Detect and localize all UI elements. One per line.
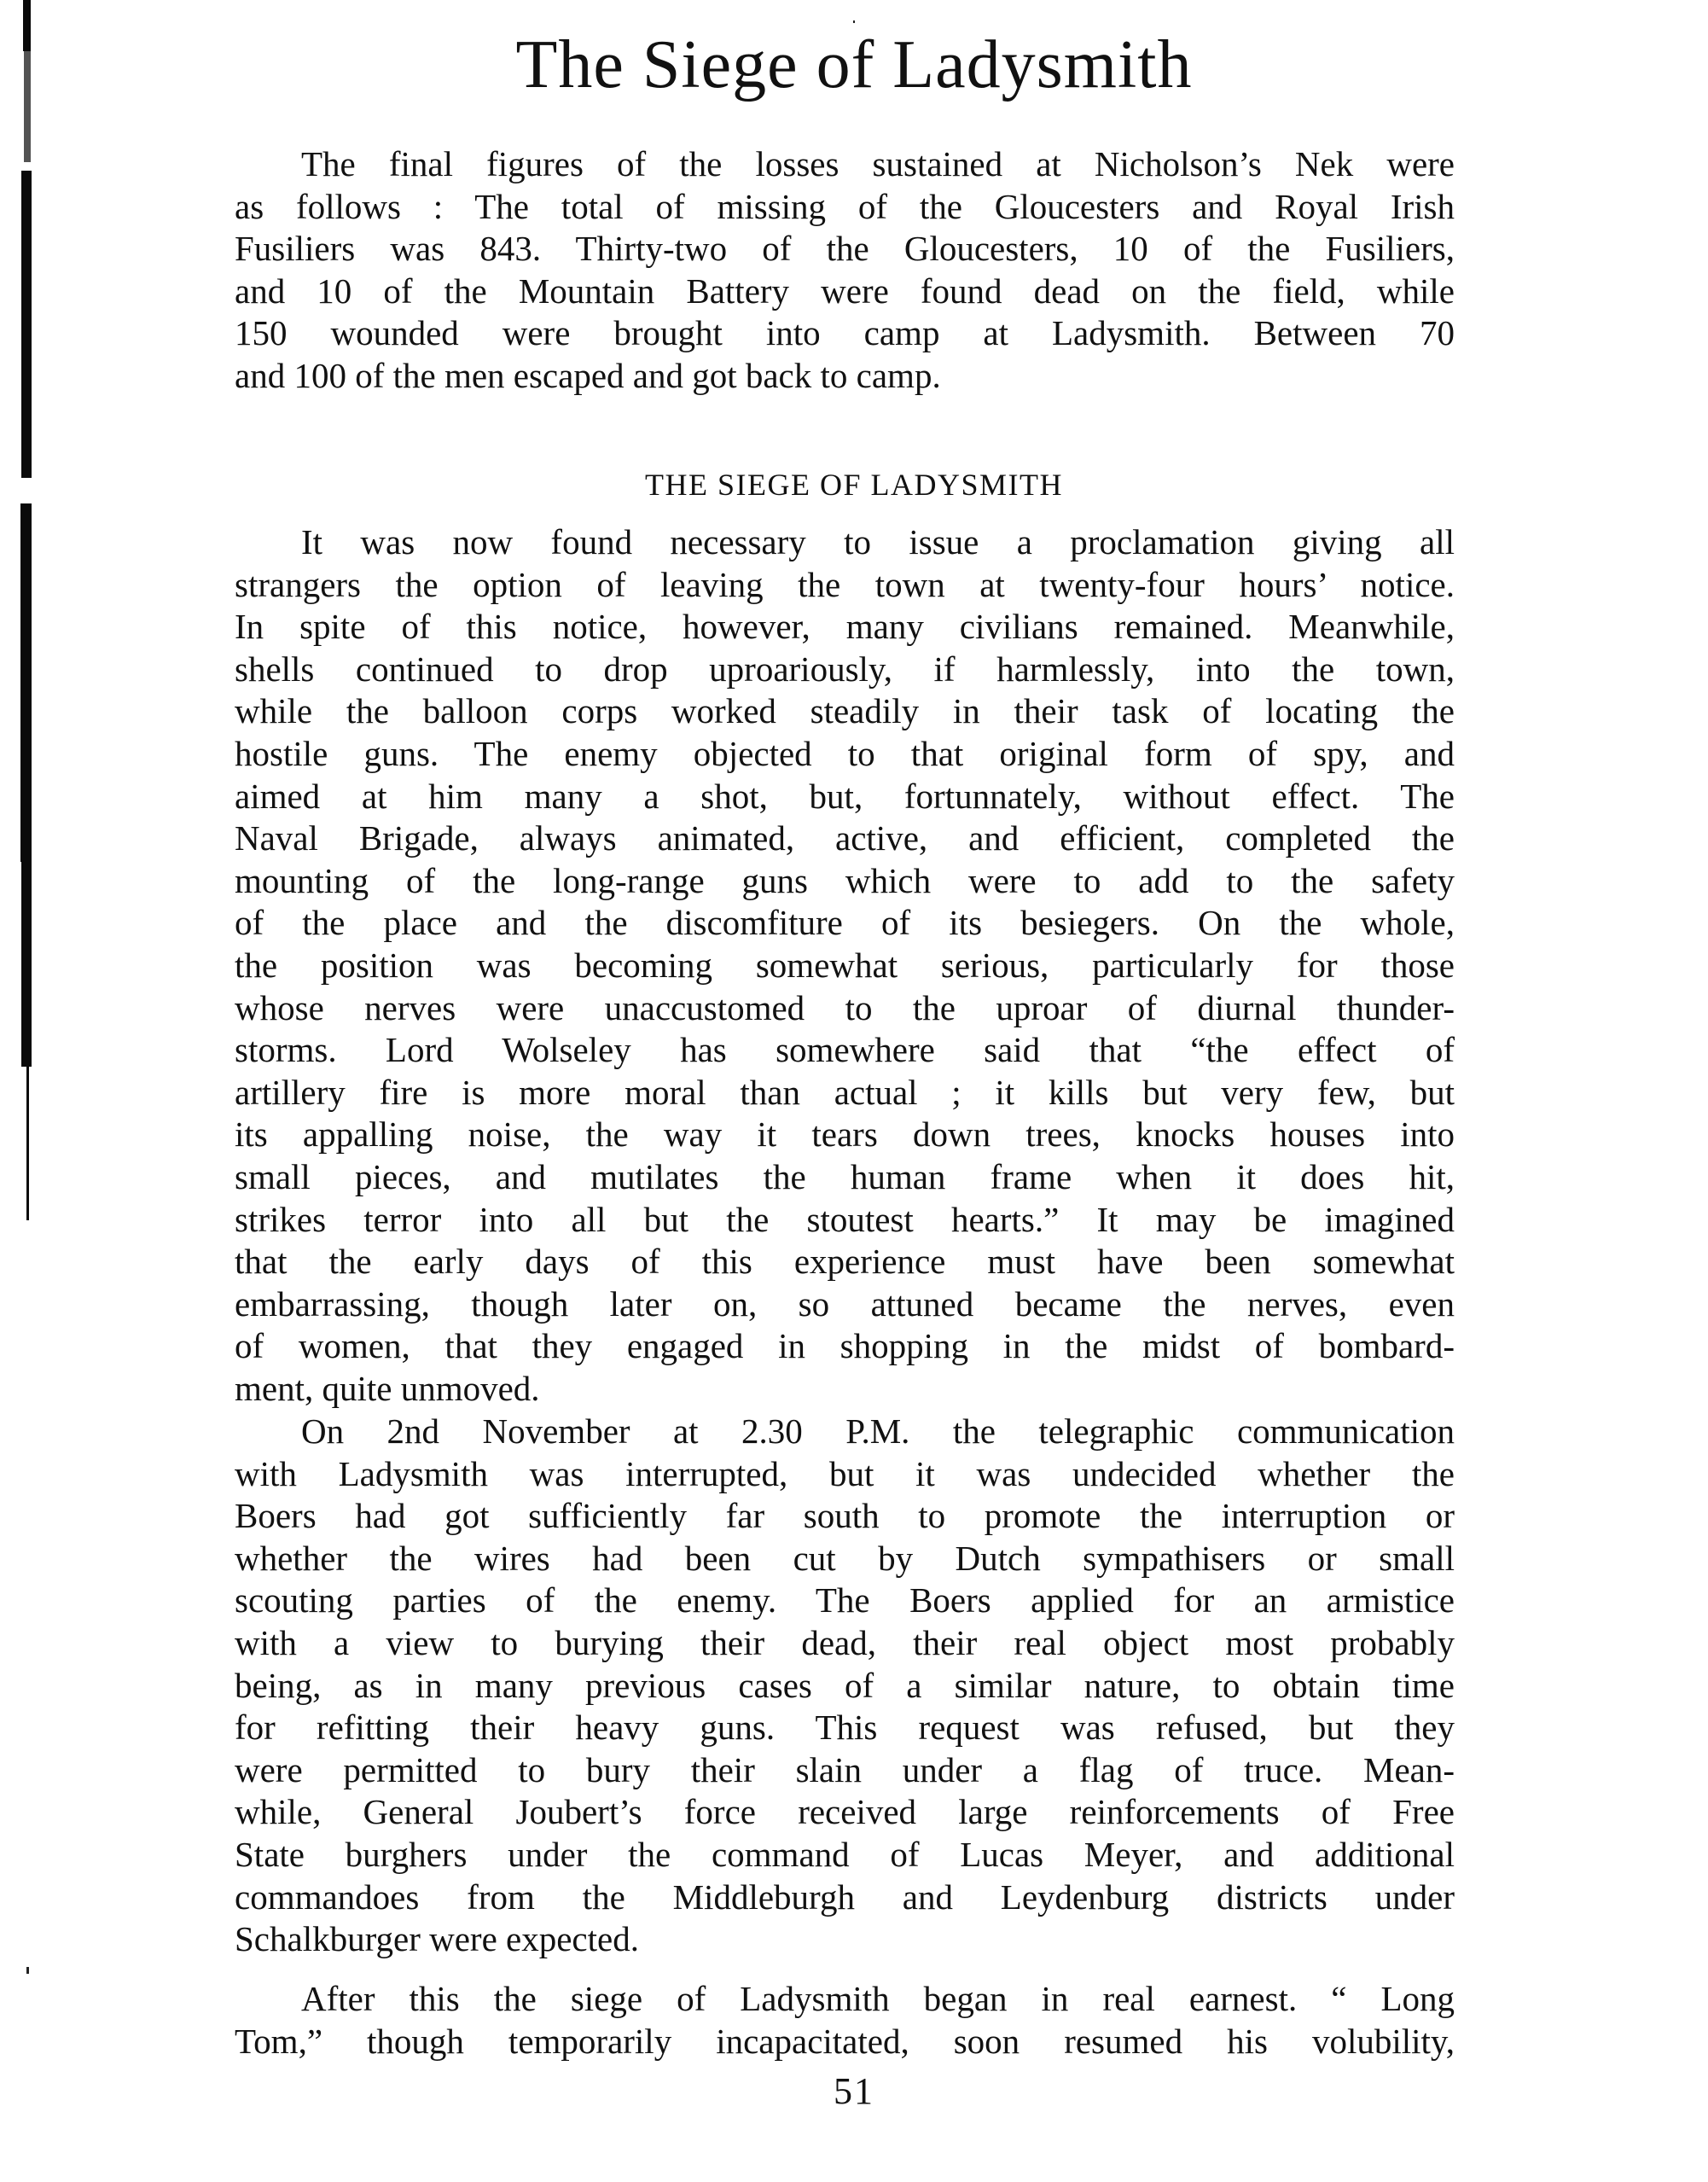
page-title: The Siege of Ladysmith [515,27,1193,102]
book-binding-edge [20,0,31,2182]
text-line: In spite of this notice, however, many civilians remained. Meanwhile, [235,607,1455,647]
text-line: of women, that they engaged in shopping in the midst of bombard- [235,1326,1455,1366]
text-line: mounting of the long-range guns which were to add to the safety [235,860,1455,900]
section-heading: THE SIEGE OF LADYSMITH [645,468,1063,502]
text-line: and 10 of the Mountain Battery were found dead on the field, while [235,271,1455,311]
paragraph-losses [235,143,1455,398]
text-line: being, as in many previous cases of a similar nature, to obtain time [235,1665,1455,1705]
text-line: On 2nd November at 2.30 P.M. the telegraphic communication [301,1411,1455,1451]
text-line: while, General Joubert’s force received large reinforcements of Free [235,1792,1455,1832]
text-line: whether the wires had been cut by Dutch sympathisers or small [235,1538,1455,1578]
text-line: for refitting their heavy guns. This request was refused, but they [235,1708,1455,1748]
text-line: whose nerves were unaccustomed to the uproar of diurnal thunder- [235,987,1455,1027]
text-line: aimed at him many a shot, but, fortunnately, without effect. The [235,776,1455,816]
text-line: embarrassing, though later on, so attuned became the nerves, even [235,1283,1455,1324]
text-line: of the place and the discomfiture of its besiegers. On the whole, [235,903,1455,943]
text-line: It was now found necessary to issue a proclamation giving all [301,522,1455,562]
text-line: scouting parties of the enemy. The Boers applied for an armistice [235,1580,1455,1620]
scan-speck [853,20,855,23]
text-line: Tom,” though temporarily incapacitated, soon resumed his volubility, [235,2021,1455,2061]
text-line: strangers the option of leaving the town at twenty-four hours’ notice. [235,564,1455,604]
text-line: After this the siege of Ladysmith began in real earnest. “ Long [301,1979,1455,2018]
text-line: with Ladysmith was interrupted, but it was undecided whether the [235,1453,1455,1493]
text-line: small pieces, and mutilates the human frame when it does hit, [235,1156,1455,1196]
text-line: Boers had got sufficiently far south to promote the interruption or [235,1496,1455,1536]
text-line: storms. Lord Wolseley has somewhere said that “the effect of [235,1030,1455,1070]
text-line: while the balloon corps worked steadily in their task of locating the [235,691,1455,731]
text-line: State burghers under the command of Lucas Meyer, and additional [235,1834,1455,1874]
text-line: and 100 of the men escaped and got back to camp. [235,355,941,395]
text-line: The final figures of the losses sustained at Nicholson’s Nek were [301,144,1455,183]
text-line: Naval Brigade, always animated, active, and efficient, completed the [235,818,1455,858]
text-line: artillery fire is more moral than actual ; it kills but very few, but [235,1072,1455,1112]
text-line: 150 wounded were brought into camp at Ladysmith. Between 70 [235,313,1455,353]
text-line: that the early days of this experience must have been somewhat [235,1242,1455,1282]
paragraph-telegraph [235,1411,1455,1961]
paragraph-proclamation [235,521,1455,1410]
text-line: with a view to burying their dead, their real object most probably [235,1622,1455,1662]
text-line: shells continued to drop uproariously, if harmlessly, into the town, [235,649,1455,689]
page-number: 51 [834,2070,874,2112]
text-line: as follows : The total of missing of the Gloucesters and Royal Irish [235,186,1455,226]
text-line: commandoes from the Middleburgh and Leydenburg districts under [235,1877,1455,1917]
paragraph-long-tom [235,1978,1455,2063]
text-line: the position was becoming somewhat serious, particularly for those [235,945,1455,985]
scan-speck [26,1967,29,1974]
text-line: ment, quite unmoved. [235,1368,540,1408]
text-line: Schalkburger were expected. [235,1919,639,1959]
text-line: hostile guns. The enemy objected to that original form of spy, and [235,733,1455,773]
text-line: strikes terror into all but the stoutest hearts.” It may be imagined [235,1199,1455,1239]
text-line: Fusiliers was 843. Thirty-two of the Gloucesters, 10 of the Fusiliers, [235,229,1455,269]
text-line: its appalling noise, the way it tears down trees, knocks houses into [235,1114,1455,1155]
text-line: were permitted to bury their slain under a flag of truce. Mean- [235,1749,1455,1789]
